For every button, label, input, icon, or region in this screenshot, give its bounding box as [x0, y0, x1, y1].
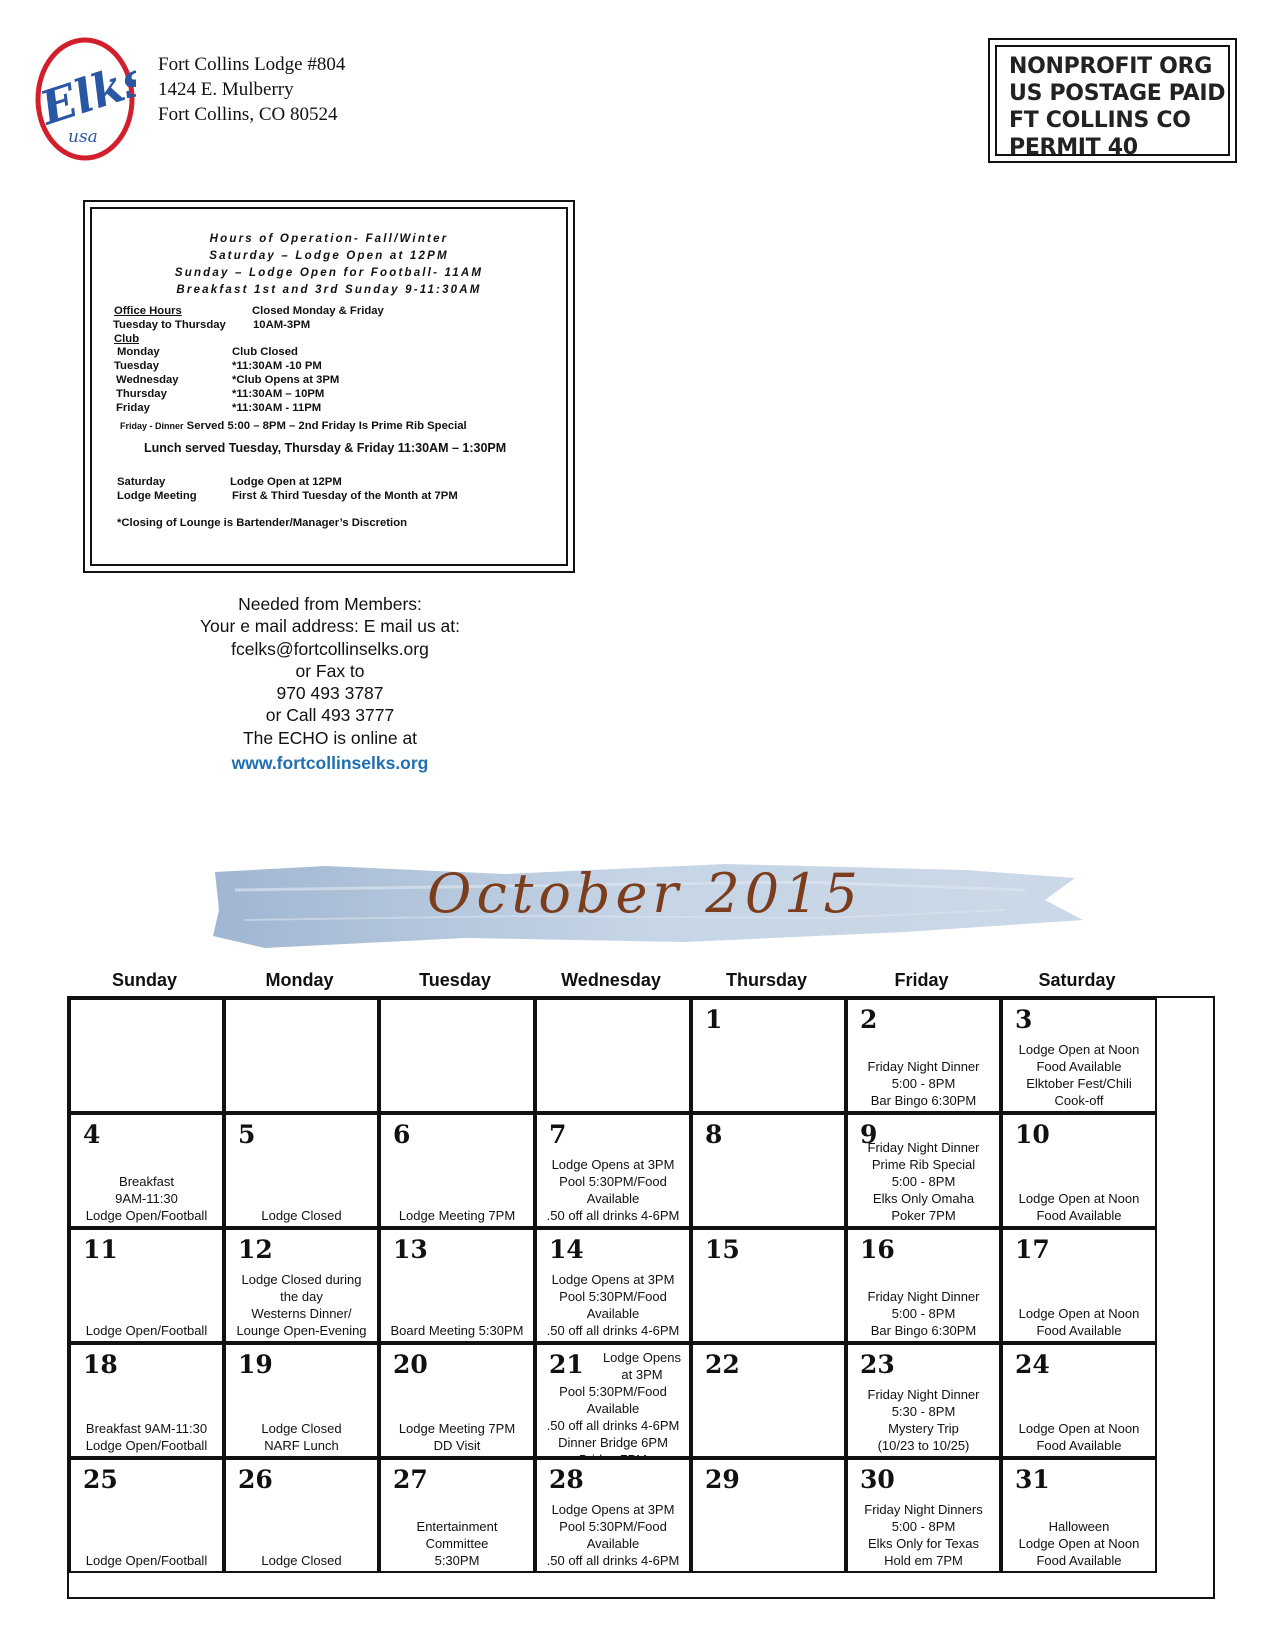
- calendar-day-11: [69, 1228, 224, 1343]
- event-line: Lodge Closed: [261, 1553, 342, 1568]
- club-hours-monday: Club Closed: [232, 346, 298, 358]
- postage-line-4: PERMIT 40: [1009, 135, 1138, 160]
- members-line: Needed from Members:: [238, 594, 422, 614]
- event-line: .50 off all drinks 4-6PM: [546, 1208, 680, 1223]
- event-line: Dinner Bridge 6PM: [558, 1435, 668, 1450]
- event-line: .50 off all drinks 4-6PM: [546, 1418, 680, 1433]
- day-number: 13: [393, 1235, 428, 1264]
- event-line: 5:00 - 8PM: [891, 1174, 956, 1189]
- day-events: [228, 1207, 375, 1224]
- event-line: Entertainment: [416, 1519, 498, 1534]
- svg-text:Elks: Elks: [34, 49, 136, 136]
- calendar-day-28: [535, 1458, 691, 1573]
- day-number: 16: [860, 1235, 895, 1264]
- hours-title-line: Sunday – Lodge Open for Football- 11AM: [174, 267, 484, 279]
- event-line: Lodge Open at Noon: [1018, 1191, 1140, 1206]
- day-number: 26: [238, 1465, 273, 1494]
- event-line: 5:30PM: [434, 1553, 480, 1568]
- event-line: Lodge Open at Noon: [1018, 1042, 1140, 1057]
- office-closed-days: Closed Monday & Friday: [252, 305, 384, 317]
- weekday-header-thursday: Thursday: [725, 970, 808, 990]
- event-line: Lodge Closed: [261, 1421, 342, 1436]
- day-events: [850, 1058, 997, 1109]
- day-number: 23: [860, 1350, 895, 1379]
- event-line: Friday Night Dinner: [867, 1387, 980, 1402]
- event-line: Food Available: [1036, 1059, 1122, 1074]
- day-number: 3: [1015, 1005, 1033, 1034]
- calendar-day-6: [379, 1113, 535, 1228]
- event-line: Lodge Open at Noon: [1018, 1421, 1140, 1436]
- calendar-day-5: [224, 1113, 379, 1228]
- event-line: Lodge Opens at 3PM: [551, 1272, 675, 1287]
- day-events: [383, 1207, 531, 1224]
- event-line: Friday Night Dinner: [867, 1140, 980, 1155]
- address-line-name: Fort Collins Lodge #804: [158, 54, 346, 75]
- event-line: the day: [280, 1289, 323, 1304]
- calendar-day-27: [379, 1458, 535, 1573]
- day-events: [228, 1552, 375, 1569]
- event-line: Friday Night Dinner: [867, 1059, 980, 1074]
- day-number: 28: [549, 1465, 584, 1494]
- day-number: 2: [860, 1005, 878, 1034]
- day-events: [73, 1420, 220, 1454]
- day-number: 29: [705, 1465, 740, 1494]
- event-line: Friday Night Dinner: [867, 1289, 980, 1304]
- day-events: [539, 1349, 687, 1468]
- members-line: The ECHO is online at: [242, 727, 418, 748]
- calendar-day-13: [379, 1228, 535, 1343]
- event-line: Breakfast: [119, 1174, 174, 1189]
- members-fax: 970 493 3787: [276, 683, 384, 704]
- day-events: [1005, 1420, 1153, 1454]
- event-line: Available: [586, 1401, 640, 1416]
- event-line: Lodge Closed during: [241, 1272, 362, 1287]
- weekday-header-wednesday: Wednesday: [561, 970, 661, 990]
- event-line: Hold em 7PM: [884, 1553, 963, 1568]
- address-line-street: 1424 E. Mulberry: [158, 79, 294, 100]
- postage-line-3: FT COLLINS CO: [1009, 108, 1191, 133]
- event-line: Lodge Closed: [261, 1208, 342, 1223]
- calendar-day-30: [846, 1458, 1001, 1573]
- hours-title: [92, 231, 566, 299]
- event-line: Westerns Dinner/: [251, 1306, 352, 1321]
- day-number: 27: [393, 1465, 428, 1494]
- calendar-day-24: [1001, 1343, 1157, 1458]
- calendar-day-31: [1001, 1458, 1157, 1573]
- friday-dinner-note: [120, 420, 467, 432]
- weekday-header-tuesday: Tuesday: [419, 970, 491, 990]
- calendar-day-9: [846, 1113, 1001, 1228]
- saturday-hours: Lodge Open at 12PM: [230, 476, 342, 488]
- members-line: or Fax to: [295, 660, 365, 681]
- calendar-grid: [67, 996, 1215, 1599]
- event-line: Breakfast 9AM-11:30: [85, 1421, 208, 1436]
- event-line: Pool 5:30PM/Food: [559, 1289, 667, 1304]
- calendar-day-7: [535, 1113, 691, 1228]
- club-hours-tuesday: *11:30AM -10 PM: [232, 360, 322, 372]
- event-line: Poker 7PM: [891, 1208, 956, 1223]
- event-line: Lodge Open/Football: [85, 1438, 208, 1453]
- calendar-day-4: [69, 1113, 224, 1228]
- office-hours-label: Office Hours: [114, 305, 182, 317]
- club-day-tuesday: Tuesday: [114, 360, 159, 372]
- calendar-day-12: [224, 1228, 379, 1343]
- weekday-header-monday: Monday: [265, 970, 334, 990]
- club-hours-friday: *11:30AM - 11PM: [232, 402, 322, 414]
- event-line: at 3PM: [621, 1367, 663, 1382]
- event-line: 5:30 - 8PM: [891, 1404, 956, 1419]
- event-line: Lodge Opens: [602, 1350, 682, 1365]
- lodge-meeting-label: Lodge Meeting: [117, 490, 197, 502]
- weekday-header-friday: Friday: [894, 970, 949, 990]
- calendar-day-25: [69, 1458, 224, 1573]
- club-day-friday: Friday: [116, 402, 150, 414]
- event-line: 5:00 - 8PM: [891, 1076, 956, 1091]
- event-line: Lodge Opens at 3PM: [551, 1157, 675, 1172]
- event-line: .50 off all drinks 4-6PM: [546, 1553, 680, 1568]
- event-line: Lodge Open/Football: [85, 1323, 208, 1338]
- day-number: 30: [860, 1465, 895, 1494]
- weekday-header-row: [67, 970, 1215, 994]
- day-number: 25: [83, 1465, 118, 1494]
- event-line: Available: [586, 1306, 640, 1321]
- day-events: [1005, 1305, 1153, 1339]
- event-line: DD Visit: [433, 1438, 481, 1453]
- lunch-note: Lunch served Tuesday, Thursday & Friday 11:30AM – 1:30PM: [144, 441, 507, 455]
- day-number: 6: [393, 1120, 411, 1149]
- office-time: 10AM-3PM: [253, 319, 311, 331]
- day-events: [850, 1288, 997, 1339]
- day-number: 17: [1015, 1235, 1050, 1264]
- event-line: Lounge Open-Evening: [236, 1323, 367, 1338]
- event-line: Mystery Trip: [888, 1421, 959, 1436]
- calendar-empty-day: [69, 998, 224, 1113]
- calendar-day-16: [846, 1228, 1001, 1343]
- event-line: Lodge Open/Football: [85, 1553, 208, 1568]
- day-number: 31: [1015, 1465, 1050, 1494]
- day-number: 21: [549, 1350, 584, 1379]
- event-line: Lodge Open/Football: [85, 1208, 208, 1223]
- event-line: Pool 5:30PM/Food: [559, 1384, 667, 1399]
- day-number: 4: [83, 1120, 101, 1149]
- calendar-day-21: [535, 1343, 691, 1458]
- hours-title-line: Hours of Operation- Fall/Winter: [209, 233, 449, 245]
- calendar-day-26: [224, 1458, 379, 1573]
- members-email[interactable]: fcelks@fortcollinselks.org: [231, 638, 429, 659]
- calendar-day-10: [1001, 1113, 1157, 1228]
- event-line: Lodge Opens at 3PM: [551, 1502, 675, 1517]
- day-events: [383, 1420, 531, 1454]
- day-number: 8: [705, 1120, 723, 1149]
- event-line: 5:00 - 8PM: [891, 1306, 956, 1321]
- postage-indicia: [988, 38, 1237, 163]
- day-events: [383, 1322, 531, 1339]
- event-line: Pool 5:30PM/Food: [559, 1519, 667, 1534]
- closing-note: *Closing of Lounge is Bartender/Manager’s Discretion: [117, 517, 408, 529]
- day-number: 22: [705, 1350, 740, 1379]
- day-number: 1: [705, 1005, 723, 1034]
- event-line: Halloween: [1048, 1519, 1110, 1534]
- event-line: NARF Lunch: [264, 1438, 339, 1453]
- day-number: 11: [83, 1235, 118, 1264]
- event-line: Cook-off: [1054, 1093, 1104, 1108]
- postage-line-1: NONPROFIT ORG: [1009, 54, 1212, 79]
- address-line-city: Fort Collins, CO 80524: [158, 104, 338, 125]
- day-events: [1005, 1041, 1153, 1109]
- day-number: 10: [1015, 1120, 1050, 1149]
- calendar-empty-day: [224, 998, 379, 1113]
- office-days: Tuesday to Thursday: [113, 319, 226, 331]
- hours-title-line: Breakfast 1st and 3rd Sunday 9-11:30AM: [176, 284, 482, 296]
- day-events: [539, 1501, 687, 1569]
- event-line: Lodge Meeting 7PM: [398, 1208, 516, 1223]
- day-number: 20: [393, 1350, 428, 1379]
- event-line: Lodge Open at Noon: [1018, 1536, 1140, 1551]
- day-events: [73, 1552, 220, 1569]
- lodge-meeting-schedule: First & Third Tuesday of the Month at 7PM: [232, 490, 458, 502]
- club-day-monday: Monday: [117, 346, 160, 358]
- friday-dinner-label: Friday - Dinner: [120, 421, 184, 431]
- day-events: [228, 1420, 375, 1454]
- event-line: Lodge Meeting 7PM: [398, 1421, 516, 1436]
- calendar-day-2: [846, 998, 1001, 1113]
- day-events: [383, 1518, 531, 1569]
- club-label: Club: [114, 333, 140, 345]
- calendar-day-3: [1001, 998, 1157, 1113]
- club-day-thursday: Thursday: [116, 388, 167, 400]
- event-line: Board Meeting 5:30PM: [390, 1323, 524, 1338]
- event-line: Food Available: [1036, 1553, 1122, 1568]
- event-line: Food Available: [1036, 1323, 1122, 1338]
- day-events: [850, 1501, 997, 1569]
- day-events: [1005, 1518, 1153, 1569]
- day-events: [539, 1271, 687, 1339]
- day-events: [1005, 1190, 1153, 1224]
- members-line: Your e mail address: E mail us at:: [199, 616, 461, 637]
- event-line: .50 off all drinks 4-6PM: [546, 1323, 680, 1338]
- event-line: Food Available: [1036, 1438, 1122, 1453]
- day-events: [73, 1173, 220, 1224]
- event-line: Available: [586, 1191, 640, 1206]
- event-line: Elks Only Omaha: [872, 1191, 975, 1206]
- day-number: 12: [238, 1235, 273, 1264]
- website-link[interactable]: www.fortcollinselks.org: [231, 753, 429, 774]
- day-number: 24: [1015, 1350, 1050, 1379]
- weekday-header-sunday: Sunday: [111, 970, 177, 990]
- saturday-label: Saturday: [117, 476, 166, 488]
- event-line: Bar Bingo 6:30PM: [870, 1323, 977, 1338]
- calendar-day-1: [691, 998, 846, 1113]
- calendar-day-22: [691, 1343, 846, 1458]
- day-events: [228, 1271, 375, 1339]
- calendar-day-20: [379, 1343, 535, 1458]
- calendar-day-29: [691, 1458, 846, 1573]
- day-number: 15: [705, 1235, 740, 1264]
- club-day-wednesday: Wednesday: [116, 374, 179, 386]
- svg-text:usa: usa: [68, 127, 98, 147]
- event-line: Food Available: [1036, 1208, 1122, 1223]
- members-line: or Call 493 3777: [265, 705, 395, 726]
- club-hours-wednesday: *Club Opens at 3PM: [232, 374, 340, 386]
- day-events: [539, 1156, 687, 1224]
- calendar-day-15: [691, 1228, 846, 1343]
- weekday-header-saturday: Saturday: [1038, 970, 1116, 990]
- day-events: [850, 1139, 997, 1224]
- event-line: Bar Bingo 6:30PM: [870, 1093, 977, 1108]
- calendar-day-14: [535, 1228, 691, 1343]
- elks-logo: [34, 36, 136, 162]
- event-line: 9AM-11:30: [115, 1191, 178, 1206]
- day-number: 14: [549, 1235, 584, 1264]
- day-events: [850, 1386, 997, 1454]
- calendar-empty-day: [379, 998, 535, 1113]
- hours-title-line: Saturday – Lodge Open at 12PM: [209, 250, 449, 262]
- event-line: Committee: [425, 1536, 489, 1551]
- day-events: [73, 1322, 220, 1339]
- day-number: 5: [238, 1120, 256, 1149]
- event-line: Lodge Open at Noon: [1018, 1306, 1140, 1321]
- event-line: 5:00 - 8PM: [891, 1519, 956, 1534]
- calendar-empty-day: [535, 998, 691, 1113]
- event-line: Elks Only for Texas: [867, 1536, 980, 1551]
- event-line: Pool 5:30PM/Food: [559, 1174, 667, 1189]
- hours-of-operation-box: [83, 200, 575, 573]
- postage-line-2: US POSTAGE PAID: [1009, 81, 1226, 106]
- day-number: 9: [860, 1120, 878, 1149]
- calendar-day-23: [846, 1343, 1001, 1458]
- calendar-day-19: [224, 1343, 379, 1458]
- calendar-day-18: [69, 1343, 224, 1458]
- day-number: 18: [83, 1350, 118, 1379]
- calendar-day-8: [691, 1113, 846, 1228]
- members-notice: [180, 593, 480, 774]
- lodge-address: [158, 52, 345, 127]
- day-number: 19: [238, 1350, 273, 1379]
- day-number: 7: [549, 1120, 567, 1149]
- event-line: Friday Night Dinners: [864, 1502, 983, 1517]
- event-line: Elktober Fest/Chili: [1026, 1076, 1132, 1091]
- event-line: Prime Rib Special: [871, 1157, 976, 1172]
- calendar-day-17: [1001, 1228, 1157, 1343]
- calendar-month-title: October 2015: [427, 862, 863, 925]
- event-line: (10/23 to 10/25): [877, 1438, 970, 1453]
- event-line: Available: [586, 1536, 640, 1551]
- club-hours-thursday: *11:30AM – 10PM: [232, 388, 325, 400]
- friday-dinner-text: Served 5:00 – 8PM – 2nd Friday Is Prime Rib Special: [186, 420, 467, 432]
